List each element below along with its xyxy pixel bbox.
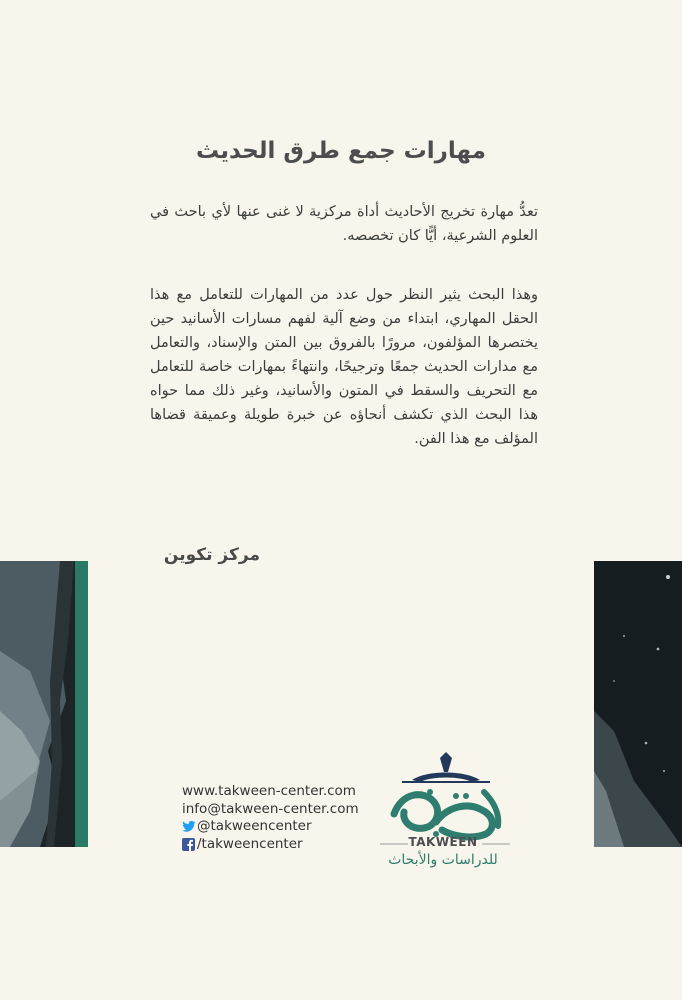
right-artwork-panel: [594, 561, 682, 847]
facebook-icon: [182, 838, 196, 851]
logo-tagline: للدراسات والأبحاث: [388, 852, 498, 868]
contact-info: [182, 783, 382, 853]
left-artwork-panel: [0, 561, 88, 847]
book-title: مهارات جمع طرق الحديث: [196, 138, 486, 164]
description-paragraph-2: وهذا البحث يثير النظر حول عدد من المهارات للتعامل مع هذا الحقل المهاري، ابتداء من وضع آلية لفهم مسارات الأسانيد حين يختصرها المؤلفون، مرورًا بالفروق بين المتن والإسناد، والتعامل مع مدارات الحديث جمعًا وترجيحًا، وانتهاءً بمهارات خاصة للتعامل مع التحريف والسقط في المتون والأسانيد، وغير ذلك مما حواه هذا البحث الذي تكشف أنحاؤه عن خبرة طويلة وعميقة قضاها المؤلف مع هذا الفن.: [150, 287, 538, 447]
facebook-line: [182, 836, 382, 854]
logo-wordmark: TAKWEEN: [408, 835, 478, 849]
facebook-handle[interactable]: /takweencenter: [197, 835, 303, 852]
email-line: [182, 801, 382, 819]
twitter-line: [182, 818, 382, 836]
website-link[interactable]: www.takween-center.com: [182, 783, 356, 799]
publisher-signature: مركز تكوين: [163, 545, 260, 565]
website-line: [182, 783, 382, 801]
description-paragraph-1: تعدُّ مهارة تخريج الأحاديث أداة مركزية لا غنى عنها لأي باحث في العلوم الشرعية، أيًّا كان تخصصه.: [150, 204, 538, 244]
twitter-icon: [182, 820, 196, 833]
twitter-handle[interactable]: @takweencenter: [197, 818, 312, 834]
email-link[interactable]: info@takween-center.com: [182, 800, 359, 817]
